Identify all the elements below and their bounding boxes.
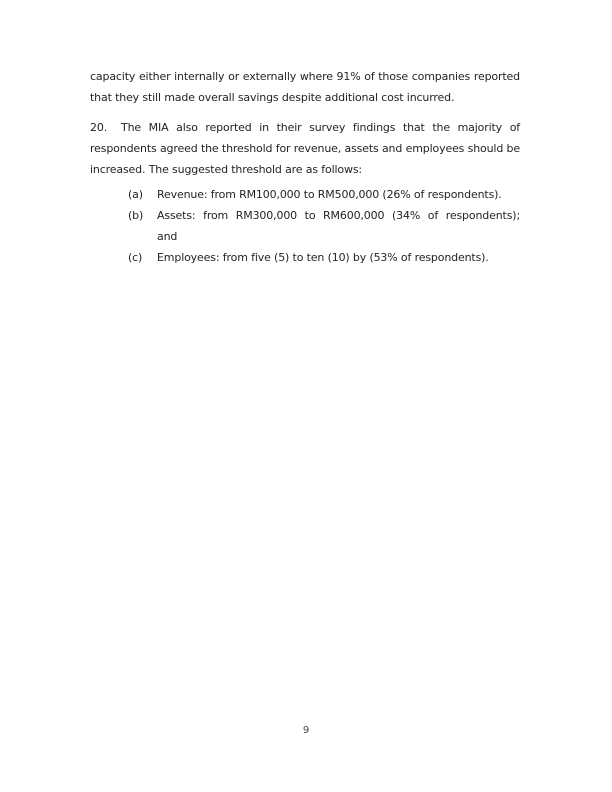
- list-marker-b: (b): [128, 209, 144, 222]
- threshold-list: [90, 184, 520, 268]
- list-item-a-text: [157, 184, 520, 205]
- paragraph-20-text: The MIA also reported in their survey findings that the majority of respondents agreed the threshold for revenue, assets and employees should be increased. The suggested threshold are as follows:: [90, 121, 520, 176]
- list-item-b-line1: Assets: from RM300,000 to RM600,000 (34% of respondents);: [157, 209, 520, 222]
- list-item-c-line1: Employees: from five (5) to ten (10) by (53% of respondents).: [157, 251, 489, 264]
- list-item-a: [90, 184, 520, 205]
- list-marker-a: (a): [128, 188, 143, 201]
- paragraph-20-number: 20.: [90, 121, 108, 134]
- page-number: 9: [302, 725, 310, 736]
- list-marker-c: (c): [128, 251, 143, 264]
- list-item-b-line2: and: [157, 230, 178, 243]
- page-content: [90, 66, 520, 268]
- list-item-c: [90, 247, 520, 268]
- list-item-b: [90, 205, 520, 247]
- paragraph-continuation: capacity either internally or externally where 91% of those companies reported that they still made overall savings despite additional cost incurred.: [90, 70, 520, 104]
- paragraph-20: [90, 117, 520, 180]
- list-item-b-text: [157, 205, 520, 247]
- list-item-c-text: [157, 247, 520, 268]
- list-item-a-line1: Revenue: from RM100,000 to RM500,000 (26% of respondents).: [157, 188, 502, 201]
